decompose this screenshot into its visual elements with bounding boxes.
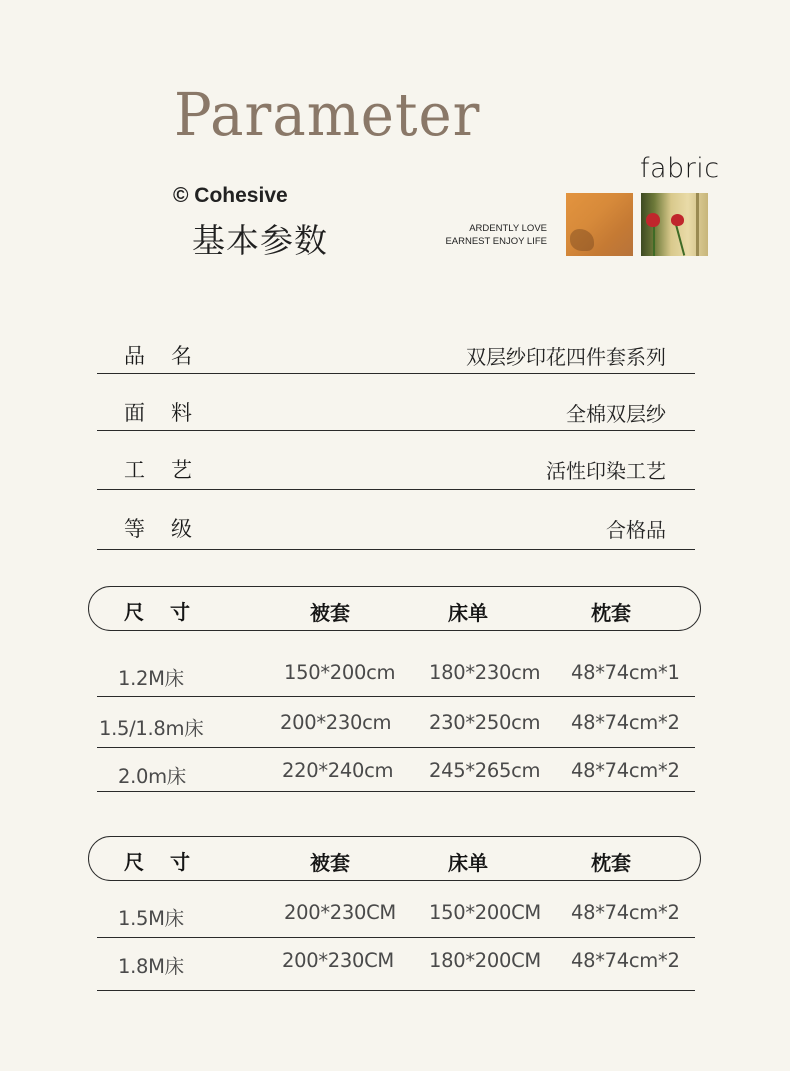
header-duvet: 被套	[310, 601, 350, 625]
photo-frame-edge	[696, 193, 699, 256]
spec-label-grade: 等 级	[124, 517, 192, 541]
divider	[97, 696, 695, 697]
table-cell-duvet: 200*230CM	[284, 901, 396, 924]
table-cell-duvet: 200*230cm	[280, 711, 392, 734]
slogan-line-1: ARDENTLY LOVE	[469, 223, 547, 234]
table-cell-bed: 1.8M床	[118, 955, 184, 978]
slogan	[440, 222, 547, 248]
divider	[97, 791, 695, 792]
spec-value-name: 双层纱印花四件套系列	[466, 345, 666, 369]
header-duvet: 被套	[310, 851, 350, 875]
fabric-word: fabric	[640, 153, 720, 184]
divider	[97, 373, 695, 374]
tulip-flower	[671, 214, 684, 226]
table-cell-duvet: 220*240cm	[282, 759, 394, 782]
slogan-line-2: EARNEST ENJOY LIFE	[445, 236, 547, 247]
header-sheet: 床单	[448, 601, 488, 625]
photo-orange-wall	[566, 193, 633, 256]
table-cell-duvet: 200*230CM	[282, 949, 394, 972]
basic-params-title: 基本参数	[192, 221, 328, 260]
divider	[97, 990, 695, 991]
table-cell-pillow: 48*74cm*2	[571, 759, 680, 782]
table-cell-sheet: 180*230cm	[429, 661, 541, 684]
header-size: 尺 寸	[124, 850, 190, 874]
table-cell-sheet: 150*200CM	[429, 901, 541, 924]
header-pillow: 枕套	[591, 851, 631, 875]
table-cell-sheet: 180*200CM	[429, 949, 541, 972]
header-pillow: 枕套	[591, 601, 631, 625]
spec-value-grade: 合格品	[606, 518, 666, 542]
divider	[97, 747, 695, 748]
table-cell-bed: 1.5M床	[118, 907, 184, 930]
tulip-flower	[646, 213, 660, 227]
spec-label-fabric: 面 料	[124, 401, 192, 425]
spec-value-fabric: 全棉双层纱	[566, 402, 666, 426]
table-cell-pillow: 48*74cm*2	[571, 949, 680, 972]
table-cell-bed: 1.2M床	[118, 667, 184, 690]
photo-tulips	[641, 193, 708, 256]
divider	[97, 430, 695, 431]
table-cell-pillow: 48*74cm*2	[571, 711, 680, 734]
table-cell-bed: 1.5/1.8m床	[99, 717, 204, 740]
table-cell-duvet: 150*200cm	[284, 661, 396, 684]
table-cell-sheet: 230*250cm	[429, 711, 541, 734]
spec-label-craft: 工 艺	[124, 458, 192, 482]
parameter-title: Parameter	[174, 81, 481, 150]
tulip-stem	[675, 223, 685, 255]
table-cell-pillow: 48*74cm*1	[571, 661, 680, 684]
divider	[97, 549, 695, 550]
header-size: 尺 寸	[124, 600, 190, 624]
spec-label-name: 品 名	[124, 344, 192, 368]
header-sheet: 床单	[448, 851, 488, 875]
spec-value-craft: 活性印染工艺	[546, 459, 666, 483]
table-cell-bed: 2.0m床	[118, 765, 187, 788]
photo-shadow	[570, 229, 594, 251]
brand-name: © Cohesive	[173, 184, 288, 207]
divider	[97, 937, 695, 938]
divider	[97, 489, 695, 490]
table-cell-pillow: 48*74cm*2	[571, 901, 680, 924]
table-cell-sheet: 245*265cm	[429, 759, 541, 782]
